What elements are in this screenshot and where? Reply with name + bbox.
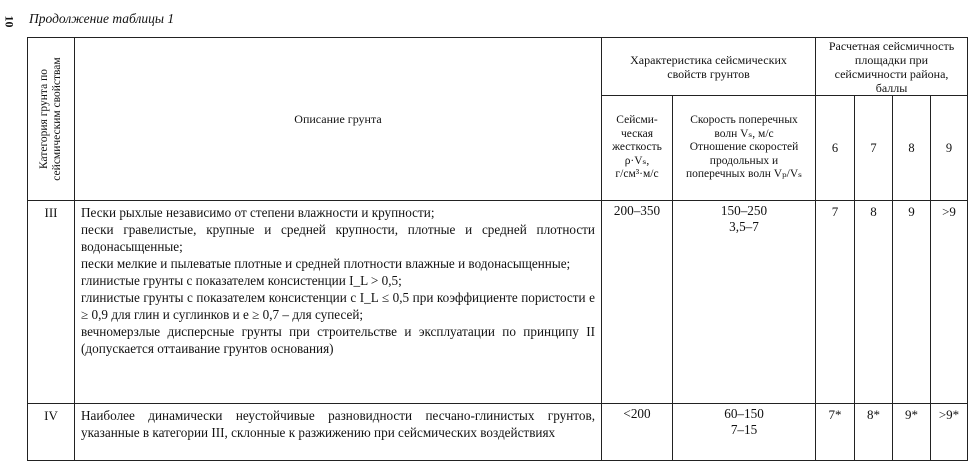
row-score-9: >9* (931, 404, 968, 461)
header-velocity: Скорость поперечных волн Vₛ, м/с Отношение скоростей продольных и поперечных волн Vₚ/Vₛ (673, 96, 816, 201)
header-description: Описание грунта (75, 38, 602, 201)
row-stiffness: <200 (602, 404, 673, 461)
row-stiffness: 200–350 (602, 201, 673, 404)
page-number: 10 (2, 15, 17, 27)
row-score-7: 8* (855, 404, 893, 461)
row-velocity: 60–150 7–15 (673, 404, 816, 461)
table-caption: Продолжение таблицы 1 (29, 11, 175, 26)
header-score-8: 8 (893, 96, 931, 201)
row-category: IV (28, 404, 75, 461)
table-row (28, 404, 968, 461)
header-characteristics: Характеристика сейсмических свойств грунтов (602, 38, 816, 96)
soil-table (27, 37, 968, 461)
header-stiffness: Сейсми- ческая жесткость ρ·Vₛ, г/см³·м/с (602, 96, 673, 201)
header-score-7: 7 (855, 96, 893, 201)
header-seismicity: Расчетная сейсмичность площадки при сейсмичности района, баллы (816, 38, 968, 96)
table-row (28, 201, 968, 404)
row-velocity: 150–250 3,5–7 (673, 201, 816, 404)
row-score-9: >9 (931, 201, 968, 404)
header-score-9: 9 (931, 96, 968, 201)
row-score-8: 9 (893, 201, 931, 404)
row-score-6: 7 (816, 201, 855, 404)
row-category: III (28, 201, 75, 404)
row-description: Пески рыхлые независимо от степени влажности и крупности; пески гравелистые, крупные и средней крупности, плотные и средней плотности водонасыщенные; пески мелкие и пылеватые плотные и средней плотности влажные и водонасыщенные; глинистые грунты с показателем консистенции I_L > 0,5; глинистые грунты с показателем консистенции с I_L ≤ 0,5 при коэффициенте пористости e ≥ 0,9 для глин и суглинков и e ≥ 0,7 – для супесей; вечномерзлые дисперсные грунты при строительстве и эксплуатации по принципу II (допускается оттаивание грунтов основания) (75, 201, 602, 404)
row-score-7: 8 (855, 201, 893, 404)
row-score-8: 9* (893, 404, 931, 461)
header-score-6: 6 (816, 96, 855, 201)
row-description: Наиболее динамически неустойчивые разновидности песчано-глинистых грунтов, указанные в категории III, склонные к разжижению при сейсмических воздействиях (75, 404, 602, 461)
row-score-6: 7* (816, 404, 855, 461)
header-category: Категория грунта по сейсмическим свойствам (28, 38, 75, 201)
